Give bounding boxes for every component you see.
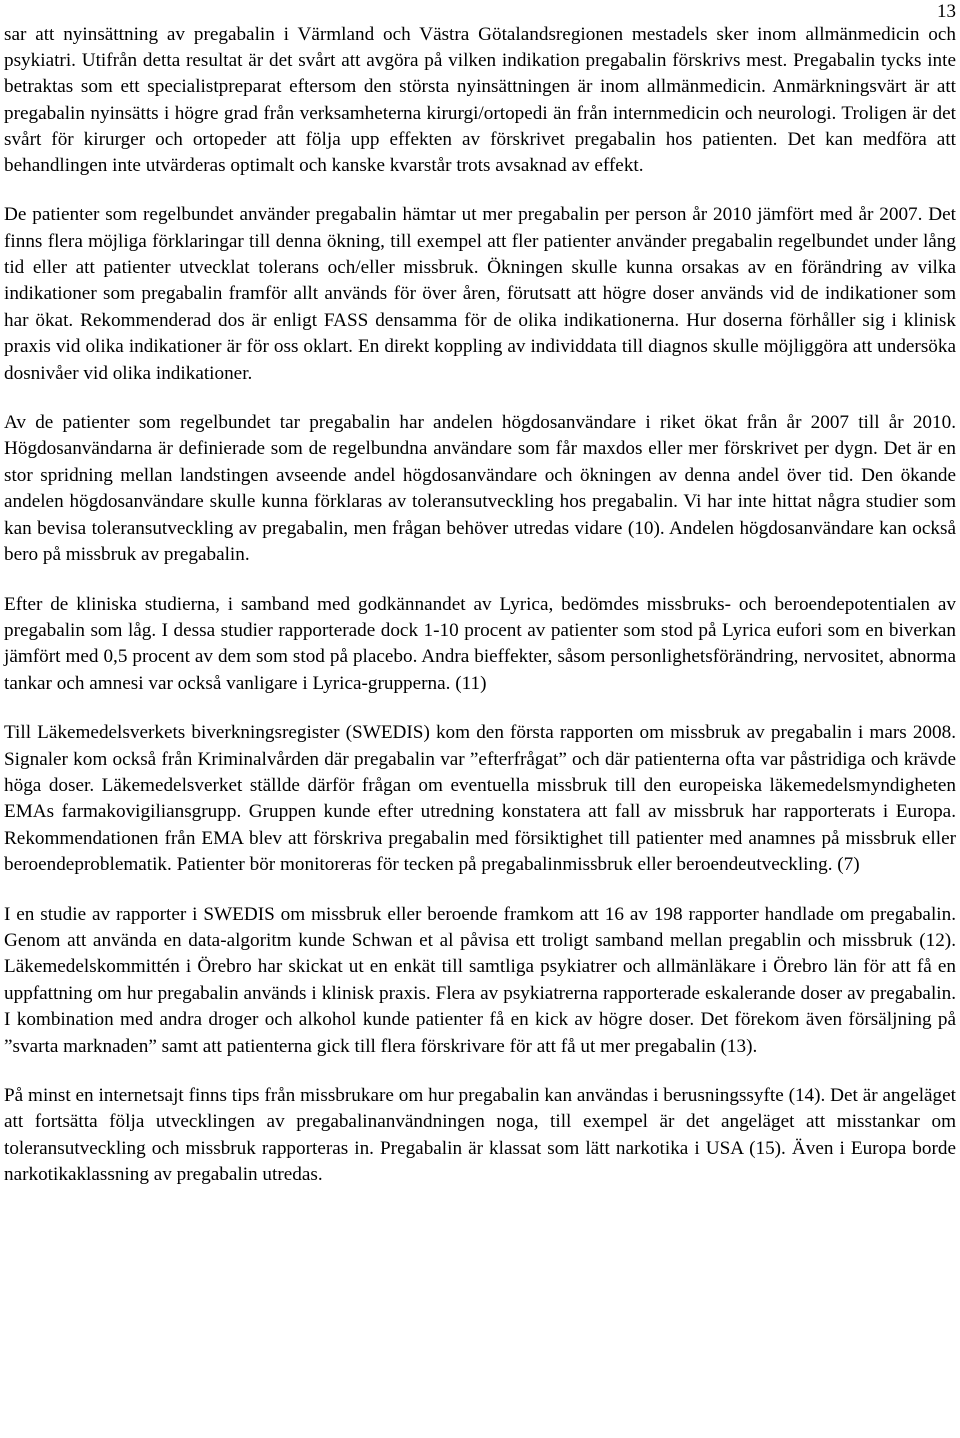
page-number: 13 xyxy=(937,1,956,22)
paragraph-7: På minst en internetsajt finns tips från missbrukare om hur pregabalin kan användas i berusningssyfte (14). Det är angeläget att fortsätta följa utvecklingen av pregabalinanvändningen noga, till exempel är det angeläget att misstankar om toleransutveckling och missbruk rapporteras in. Pregabalin är klassat som lätt narkotika i USA (15). Även i Europa borde narkotikaklassning av pregabalin utredas. xyxy=(4,1085,956,1186)
paragraph-2: De patienter som regelbundet använder pregabalin hämtar ut mer pregabalin per person år 2010 jämfört med år 2007. Det finns flera möjliga förklaringar till denna ökning, till exempel att fler patienter använder pregabalin regelbundet under lång tid eller att patienter utvecklat tolerans och/eller missbruk. Ökningen skulle kunna orsakas av en förändring av vilka indikationer som pregabalin framför allt används för över åren, förutsatt att högre doser används vid de indikationer som har ökat. Rekommenderad dos är enligt FASS densamma för de olika indikationerna. Hur doserna förhåller sig i klinisk praxis vid olika indikationer är för oss oklart. En direkt koppling av individdata till diagnos skulle möjliggöra att undersöka dosnivåer vid olika indikationer. xyxy=(4,204,956,384)
paragraph-6: I en studie av rapporter i SWEDIS om missbruk eller beroende framkom att 16 av 198 rapporter handlade om pregabalin. Genom att använda en data-algoritm kunde Schwan et al påvisa ett troligt samband mellan pregablin och missbruk (12). Läkemedelskommittén i Örebro har skickat ut en enkät till samtliga psykiatrer och allmänläkare i Örebro län för att få en uppfattning om hur pregabalin används i klinisk praxis. Flera av psykiatrerna rapporterade eskalerande doser av pregabalin. I kombination med andra droger och alkohol kunde patienter få en kick av högre doser. Det förekom även försäljning på ”svarta marknaden” samt att patienterna gick till flera förskrivare för att få ut mer pregabalin (13). xyxy=(4,903,956,1057)
paragraph-1: sar att nyinsättning av pregabalin i Värmland och Västra Götalandsregionen mestadels sker inom allmänmedicin och psykiatri. Utifrån detta resultat är det svårt att avgöra på vilken indikation pregabalin förskrivs mest. Pregabalin tycks inte betraktas som ett specialistpreparat eftersom den största nyinsättningen är inom allmänmedicin. Anmärkningsvärt är att pregabalin nyinsätts i högre grad från verksamheterna kirurgi/ortopedi än från internmedicin och neurologi. Troligen är det svårt för kirurger och ortopeder att följa upp effekten av förskrivet pregabalin hos patienten. Det kan medföra att behandlingen inte utvärderas optimalt och kanske kvarstår trots avsaknad av effekt. xyxy=(4,24,956,177)
paragraph-5: Till Läkemedelsverkets biverkningsregister (SWEDIS) kom den första rapporten om missbruk av pregabalin i mars 2008. Signaler kom också från Kriminalvården där pregabalin var ”efterfrågat” och där patienterna ofta var påstridiga och krävde höga doser. Läkemedelsverket ställde därför frågan om eventuella missbruk till den europeiska läkemedelsmyndigheten EMAs farmakovigiliansgrupp. Gruppen kunde efter utredning konstatera att fall av missbruk har rapporterats i Europa. Rekommendationen från EMA blev att förskriva pregabalin med försiktighet till patienter med anamnes på missbruk eller beroendeproblematik. Patienter bör monitoreras för tecken på pregabalinmissbruk eller beroendeutveckling. (7) xyxy=(4,722,956,876)
body-text xyxy=(4,22,956,1189)
paragraph-3: Av de patienter som regelbundet tar pregabalin har andelen högdosanvändare i riket ökat från år 2007 till år 2010. Högdosanvändarna är definierade som de regelbundna användare som får maxdos eller mer förskrivet per dygn. Det är en stor spridning mellan landstingen avseende andel högdosanvändare och ökningen av denna andel över tid. Den ökande andelen högdosanvändare skulle kunna förklaras av toleransutveckling hos pregabalin. Vi har inte hittat några studier som kan bevisa toleransutveckling av pregabalin, men frågan behöver utredas vidare (10). Andelen högdosanvändare kan också bero på missbruk av pregabalin. xyxy=(4,412,956,566)
paragraph-4: Efter de kliniska studierna, i samband med godkännandet av Lyrica, bedömdes missbruks- och beroendepotentialen av pregabalin som låg. I dessa studier rapporterade dock 1-10 procent av patienter som stod på Lyrica eufori som en biverkan jämfört med 0,5 procent av dem som stod på placebo. Andra bieffekter, såsom personlighetsförändring, nervositet, abnorma tankar och amnesi var också vanligare i Lyrica-grupperna. (11) xyxy=(4,593,956,694)
